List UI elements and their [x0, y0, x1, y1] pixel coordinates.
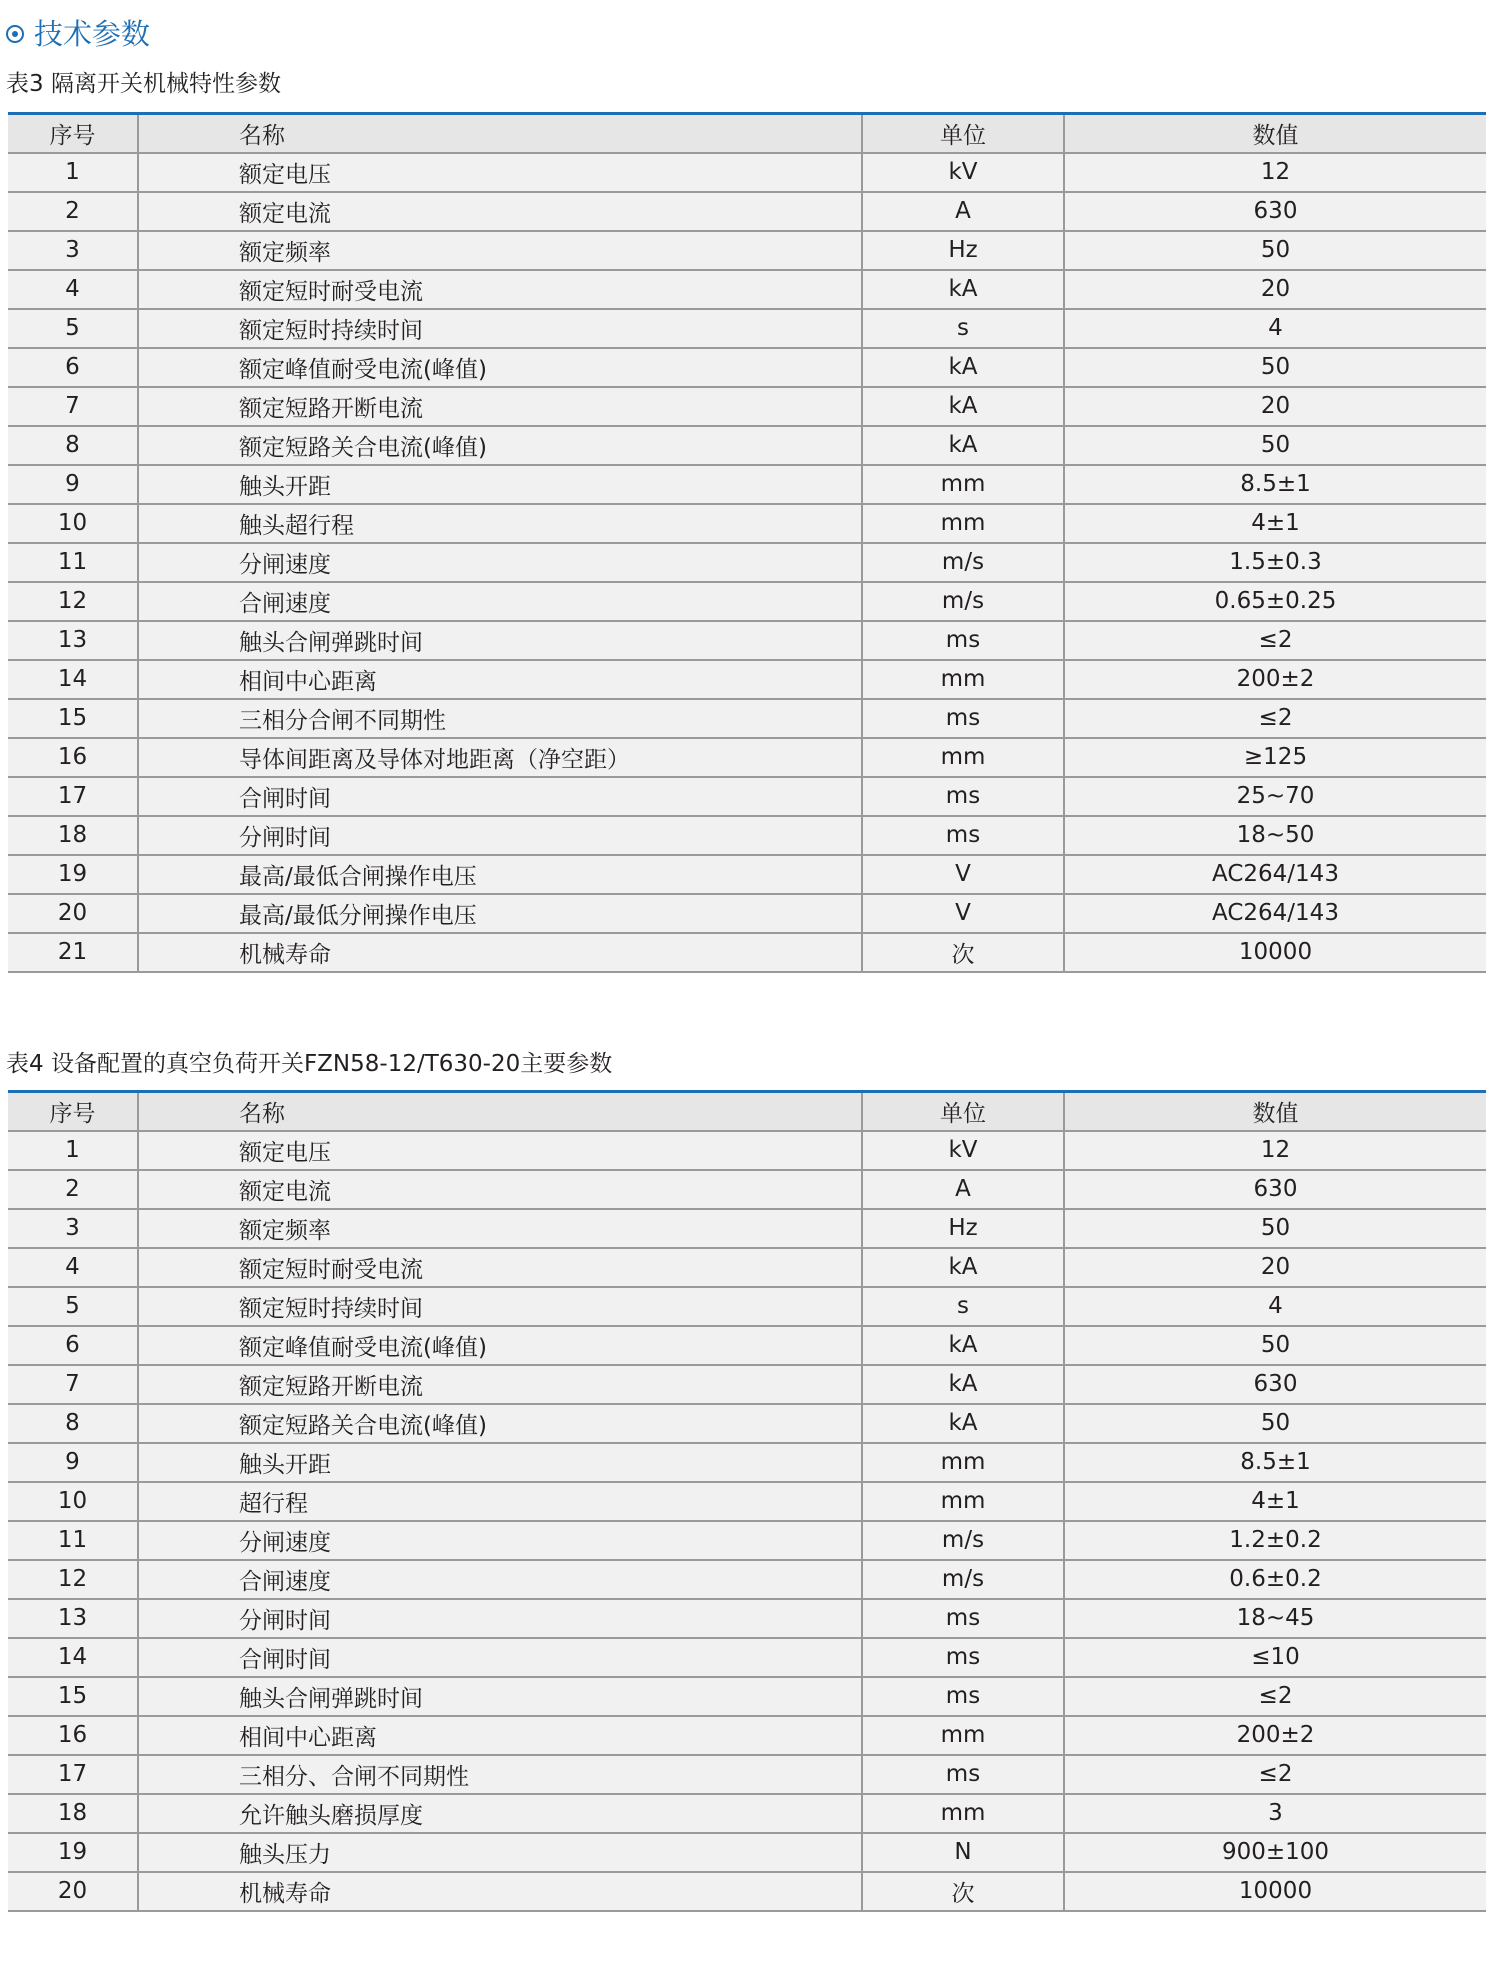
cell-no: 5 [8, 309, 138, 348]
cell-value: ≤2 [1064, 1677, 1486, 1716]
table-row [8, 270, 1486, 309]
cell-no: 2 [8, 192, 138, 231]
cell-value: ≤10 [1064, 1638, 1486, 1677]
cell-value: 20 [1064, 1248, 1486, 1287]
table-row [8, 1482, 1486, 1521]
cell-name: 额定短时持续时间 [138, 309, 862, 348]
cell-unit: kA [862, 1404, 1064, 1443]
cell-value: 0.6±0.2 [1064, 1560, 1486, 1599]
table-row [8, 1404, 1486, 1443]
table-row [8, 1521, 1486, 1560]
cell-unit: mm [862, 465, 1064, 504]
table-header-row [8, 1092, 1486, 1131]
cell-unit: A [862, 1170, 1064, 1209]
cell-unit: ms [862, 621, 1064, 660]
cell-no: 17 [8, 1755, 138, 1794]
cell-no: 21 [8, 933, 138, 972]
cell-no: 18 [8, 1794, 138, 1833]
cell-value: 50 [1064, 231, 1486, 270]
cell-name: 额定频率 [138, 1209, 862, 1248]
table-row [8, 309, 1486, 348]
cell-name: 分闸时间 [138, 1599, 862, 1638]
cell-value: 4 [1064, 1287, 1486, 1326]
header-name: 名称 [138, 114, 862, 153]
cell-no: 18 [8, 816, 138, 855]
cell-unit: ms [862, 777, 1064, 816]
cell-unit: ms [862, 1755, 1064, 1794]
table-row [8, 1287, 1486, 1326]
table-row [8, 1560, 1486, 1599]
cell-value: 8.5±1 [1064, 1443, 1486, 1482]
table-row [8, 933, 1486, 972]
cell-unit: s [862, 1287, 1064, 1326]
cell-value: 12 [1064, 153, 1486, 192]
cell-no: 17 [8, 777, 138, 816]
cell-name: 机械寿命 [138, 933, 862, 972]
table-row [8, 1443, 1486, 1482]
cell-name: 触头合闸弹跳时间 [138, 621, 862, 660]
cell-name: 额定峰值耐受电流(峰值) [138, 348, 862, 387]
cell-name: 触头开距 [138, 1443, 862, 1482]
cell-name: 合闸时间 [138, 1638, 862, 1677]
table-row [8, 894, 1486, 933]
cell-no: 1 [8, 1131, 138, 1170]
cell-unit: kA [862, 387, 1064, 426]
cell-name: 额定频率 [138, 231, 862, 270]
cell-value: 10000 [1064, 1872, 1486, 1911]
table-row [8, 777, 1486, 816]
cell-no: 20 [8, 1872, 138, 1911]
cell-name: 三相分合闸不同期性 [138, 699, 862, 738]
cell-no: 3 [8, 231, 138, 270]
table-row [8, 1248, 1486, 1287]
header-unit: 单位 [862, 1092, 1064, 1131]
cell-name: 额定短时耐受电流 [138, 270, 862, 309]
table-row [8, 231, 1486, 270]
cell-value: 630 [1064, 1365, 1486, 1404]
cell-value: 4±1 [1064, 504, 1486, 543]
table-row [8, 504, 1486, 543]
cell-name: 分闸速度 [138, 1521, 862, 1560]
table-row [8, 153, 1486, 192]
cell-no: 9 [8, 465, 138, 504]
spec-table-2 [8, 1090, 1486, 1912]
cell-name: 超行程 [138, 1482, 862, 1521]
cell-value: 20 [1064, 270, 1486, 309]
cell-no: 13 [8, 1599, 138, 1638]
cell-unit: mm [862, 660, 1064, 699]
table-row [8, 1326, 1486, 1365]
section-title [6, 14, 150, 54]
cell-unit: N [862, 1833, 1064, 1872]
cell-value: 10000 [1064, 933, 1486, 972]
cell-unit: mm [862, 1482, 1064, 1521]
cell-unit: ms [862, 1599, 1064, 1638]
cell-name: 三相分、合闸不同期性 [138, 1755, 862, 1794]
cell-value: 0.65±0.25 [1064, 582, 1486, 621]
cell-no: 19 [8, 855, 138, 894]
cell-no: 10 [8, 504, 138, 543]
table-row [8, 1365, 1486, 1404]
cell-name: 导体间距离及导体对地距离（净空距） [138, 738, 862, 777]
cell-unit: kA [862, 1248, 1064, 1287]
cell-unit: kA [862, 348, 1064, 387]
cell-no: 2 [8, 1170, 138, 1209]
cell-name: 额定短路关合电流(峰值) [138, 426, 862, 465]
cell-no: 3 [8, 1209, 138, 1248]
cell-unit: 次 [862, 933, 1064, 972]
cell-unit: kV [862, 1131, 1064, 1170]
cell-name: 触头压力 [138, 1833, 862, 1872]
target-circle-icon [6, 25, 24, 43]
cell-unit: kA [862, 1326, 1064, 1365]
cell-value: ≥125 [1064, 738, 1486, 777]
cell-name: 相间中心距离 [138, 1716, 862, 1755]
cell-name: 最高/最低分闸操作电压 [138, 894, 862, 933]
cell-unit: kA [862, 426, 1064, 465]
cell-no: 6 [8, 348, 138, 387]
table-row [8, 1209, 1486, 1248]
cell-name: 最高/最低合闸操作电压 [138, 855, 862, 894]
cell-value: 3 [1064, 1794, 1486, 1833]
cell-value: 50 [1064, 348, 1486, 387]
cell-value: 200±2 [1064, 660, 1486, 699]
cell-unit: ms [862, 699, 1064, 738]
cell-value: 900±100 [1064, 1833, 1486, 1872]
cell-unit: m/s [862, 1521, 1064, 1560]
cell-no: 13 [8, 621, 138, 660]
table-row [8, 1170, 1486, 1209]
cell-no: 14 [8, 660, 138, 699]
table1-caption: 表3 隔离开关机械特性参数 [6, 71, 281, 97]
cell-no: 10 [8, 1482, 138, 1521]
cell-name: 触头超行程 [138, 504, 862, 543]
cell-name: 额定峰值耐受电流(峰值) [138, 1326, 862, 1365]
cell-no: 12 [8, 582, 138, 621]
table-row [8, 816, 1486, 855]
cell-name: 机械寿命 [138, 1872, 862, 1911]
cell-no: 20 [8, 894, 138, 933]
header-value: 数值 [1064, 114, 1486, 153]
table-row [8, 582, 1486, 621]
cell-unit: ms [862, 1677, 1064, 1716]
cell-unit: mm [862, 738, 1064, 777]
cell-unit: V [862, 894, 1064, 933]
cell-no: 16 [8, 738, 138, 777]
table-row [8, 192, 1486, 231]
cell-value: 630 [1064, 1170, 1486, 1209]
cell-unit: m/s [862, 582, 1064, 621]
cell-no: 19 [8, 1833, 138, 1872]
cell-unit: V [862, 855, 1064, 894]
cell-name: 触头合闸弹跳时间 [138, 1677, 862, 1716]
cell-value: 200±2 [1064, 1716, 1486, 1755]
cell-unit: m/s [862, 1560, 1064, 1599]
cell-unit: Hz [862, 231, 1064, 270]
table-header-row [8, 114, 1486, 153]
cell-name: 相间中心距离 [138, 660, 862, 699]
cell-value: 50 [1064, 1404, 1486, 1443]
cell-no: 4 [8, 1248, 138, 1287]
cell-value: ≤2 [1064, 1755, 1486, 1794]
table-row [8, 543, 1486, 582]
cell-name: 额定电流 [138, 192, 862, 231]
cell-value: 8.5±1 [1064, 465, 1486, 504]
cell-no: 11 [8, 1521, 138, 1560]
cell-value: 4±1 [1064, 1482, 1486, 1521]
cell-unit: ms [862, 1638, 1064, 1677]
table-row [8, 348, 1486, 387]
cell-no: 7 [8, 387, 138, 426]
cell-no: 9 [8, 1443, 138, 1482]
cell-value: 630 [1064, 192, 1486, 231]
cell-no: 16 [8, 1716, 138, 1755]
cell-value: 12 [1064, 1131, 1486, 1170]
cell-no: 11 [8, 543, 138, 582]
cell-unit: s [862, 309, 1064, 348]
cell-name: 分闸时间 [138, 816, 862, 855]
cell-name: 额定电流 [138, 1170, 862, 1209]
cell-unit: kA [862, 1365, 1064, 1404]
cell-value: 1.5±0.3 [1064, 543, 1486, 582]
cell-no: 1 [8, 153, 138, 192]
cell-name: 合闸速度 [138, 1560, 862, 1599]
cell-unit: mm [862, 504, 1064, 543]
cell-name: 合闸时间 [138, 777, 862, 816]
table-row [8, 660, 1486, 699]
cell-value: 50 [1064, 1209, 1486, 1248]
table-row [8, 1638, 1486, 1677]
table-row [8, 738, 1486, 777]
table-row [8, 465, 1486, 504]
cell-no: 4 [8, 270, 138, 309]
cell-value: 50 [1064, 426, 1486, 465]
cell-value: 1.2±0.2 [1064, 1521, 1486, 1560]
cell-value: ≤2 [1064, 621, 1486, 660]
table2-caption: 表4 设备配置的真空负荷开关FZN58-12/T630-20主要参数 [6, 1051, 613, 1077]
cell-unit: A [862, 192, 1064, 231]
header-value: 数值 [1064, 1092, 1486, 1131]
cell-no: 8 [8, 1404, 138, 1443]
cell-unit: mm [862, 1794, 1064, 1833]
header-name: 名称 [138, 1092, 862, 1131]
table-row [8, 387, 1486, 426]
cell-no: 5 [8, 1287, 138, 1326]
table-row [8, 1833, 1486, 1872]
cell-name: 合闸速度 [138, 582, 862, 621]
table-row [8, 1755, 1486, 1794]
cell-name: 额定电压 [138, 1131, 862, 1170]
header-no: 序号 [8, 114, 138, 153]
cell-no: 14 [8, 1638, 138, 1677]
spec-table-1 [8, 112, 1486, 973]
cell-name: 允许触头磨损厚度 [138, 1794, 862, 1833]
header-unit: 单位 [862, 114, 1064, 153]
cell-no: 12 [8, 1560, 138, 1599]
cell-no: 15 [8, 1677, 138, 1716]
cell-unit: mm [862, 1716, 1064, 1755]
cell-name: 分闸速度 [138, 543, 862, 582]
cell-no: 8 [8, 426, 138, 465]
table-row [8, 1599, 1486, 1638]
table-row [8, 1131, 1486, 1170]
cell-no: 15 [8, 699, 138, 738]
cell-value: 25~70 [1064, 777, 1486, 816]
cell-name: 额定短路开断电流 [138, 1365, 862, 1404]
table-row [8, 426, 1486, 465]
cell-value: AC264/143 [1064, 894, 1486, 933]
table-row [8, 1716, 1486, 1755]
cell-value: 50 [1064, 1326, 1486, 1365]
table-row [8, 1872, 1486, 1911]
cell-name: 额定短路关合电流(峰值) [138, 1404, 862, 1443]
cell-unit: 次 [862, 1872, 1064, 1911]
cell-value: 4 [1064, 309, 1486, 348]
header-no: 序号 [8, 1092, 138, 1131]
table-row [8, 1677, 1486, 1716]
cell-unit: mm [862, 1443, 1064, 1482]
cell-no: 6 [8, 1326, 138, 1365]
cell-unit: kA [862, 270, 1064, 309]
table-row [8, 621, 1486, 660]
cell-name: 额定短时持续时间 [138, 1287, 862, 1326]
cell-no: 7 [8, 1365, 138, 1404]
cell-value: ≤2 [1064, 699, 1486, 738]
table-row [8, 699, 1486, 738]
cell-name: 触头开距 [138, 465, 862, 504]
section-title-text: 技术参数 [34, 17, 151, 51]
cell-name: 额定短路开断电流 [138, 387, 862, 426]
cell-name: 额定电压 [138, 153, 862, 192]
cell-value: 18~50 [1064, 816, 1486, 855]
cell-unit: m/s [862, 543, 1064, 582]
table-row [8, 855, 1486, 894]
cell-name: 额定短时耐受电流 [138, 1248, 862, 1287]
cell-value: 18~45 [1064, 1599, 1486, 1638]
table-row [8, 1794, 1486, 1833]
cell-unit: Hz [862, 1209, 1064, 1248]
cell-unit: ms [862, 816, 1064, 855]
cell-value: AC264/143 [1064, 855, 1486, 894]
cell-unit: kV [862, 153, 1064, 192]
cell-value: 20 [1064, 387, 1486, 426]
